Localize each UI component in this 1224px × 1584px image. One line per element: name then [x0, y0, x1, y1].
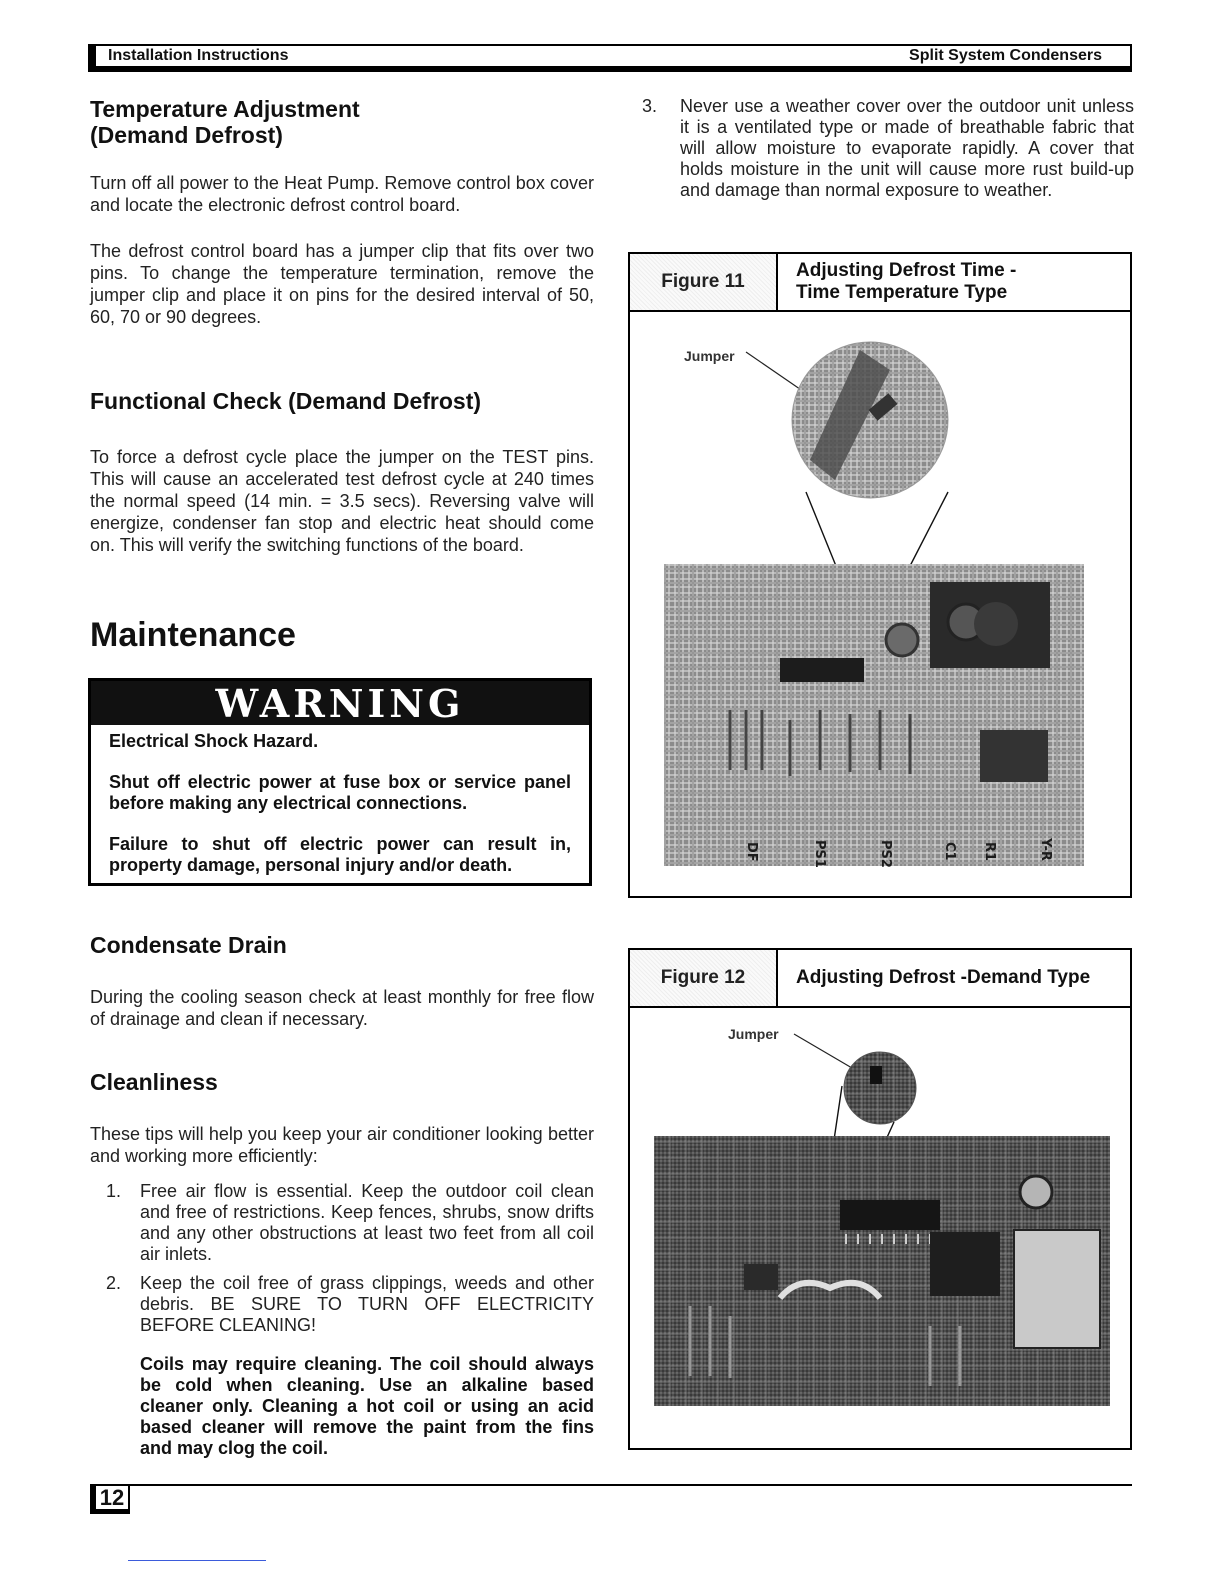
- warning-line-3: Failure to shut off electric power can result in, property damage, personal injury and/or death.: [109, 834, 571, 875]
- figure-11-board-photo: [630, 310, 1130, 896]
- header-right-title: Split System Condensers: [909, 47, 1102, 64]
- figure-11-photo-label-df: DF: [744, 842, 759, 862]
- section-condensate-drain: [90, 932, 594, 1030]
- temp-adjust-title-line2: (Demand Defrost): [90, 122, 283, 148]
- warning-box: [88, 678, 592, 886]
- figure-11-label: Figure 11: [630, 254, 778, 310]
- figure-12-label: Figure 12: [630, 950, 778, 1006]
- figure-11-photo-label-ps1: PS1: [812, 840, 827, 868]
- figure-12-board-photo: [630, 1006, 1130, 1448]
- list-item-number: 3.: [642, 96, 658, 116]
- maintenance-title: Maintenance: [90, 616, 296, 654]
- page-header: [88, 44, 1132, 72]
- section-functional-check: [90, 388, 594, 556]
- list-item: [642, 96, 1134, 201]
- list-item-number: 1.: [106, 1181, 122, 1201]
- section-temperature-adjustment: [90, 96, 594, 328]
- functional-check-paragraph: To force a defrost cycle place the jumper on the TEST pins. This will cause an accelerated test defrost cycle at 240 times the normal speed (14 min. = 3.5 secs). Reversing valve will energize, condenser fan stop and electric heat should come on. This will verify the switching functions of the board.: [90, 447, 594, 555]
- figure-11-photo-label-yr: Y-R: [1038, 838, 1053, 861]
- cleanliness-intro: These tips will help you keep your air conditioner looking better and working more efficiently:: [90, 1124, 594, 1166]
- cleanliness-title: Cleanliness: [90, 1069, 218, 1095]
- functional-check-title: Functional Check (Demand Defrost): [90, 388, 482, 414]
- warning-banner: WARNING: [91, 681, 589, 725]
- figure-11: [628, 252, 1132, 898]
- figure-11-jumper-label: Jumper: [684, 348, 735, 364]
- section-cleanliness: [90, 1069, 594, 1459]
- footer-rule: [96, 1484, 1132, 1486]
- temp-adjust-paragraph-1: Turn off all power to the Heat Pump. Remove control box cover and locate the electronic defrost control board.: [90, 173, 594, 215]
- list-item: [90, 1181, 594, 1265]
- warning-line-2: Shut off electric power at fuse box or service panel before making any electrical connections.: [109, 772, 571, 813]
- condensate-title: Condensate Drain: [90, 932, 287, 958]
- coil-cleaning-note: Coils may require cleaning. The coil should always be cold when cleaning. Use an alkaline based cleaner only. Cleaning a hot coil or using an acid based cleaner will remove the paint from the fins and may clog the coil.: [140, 1354, 594, 1458]
- figure-11-photo-label-ps2: PS2: [878, 840, 893, 868]
- figure-11-title-line2: Time Temperature Type: [796, 282, 1008, 303]
- list-item-text: Free air flow is essential. Keep the outdoor coil clean and free of restrictions. Keep fences, shrubs, snow drifts and any other obstructions at least two feet from all coil air inlets.: [140, 1181, 594, 1264]
- list-item-text: Never use a weather cover over the outdoor unit unless it is a ventilated type or made of breathable fabric that will allow moisture to evaporate rapidly. A cover that holds moisture in the unit will cause more rust build-up and damage than normal exposure to weather.: [680, 96, 1134, 200]
- list-item-text: Keep the coil free of grass clippings, weeds and other debris. BE SURE TO TURN OFF ELECTRICITY BEFORE CLEANING!: [140, 1273, 594, 1335]
- list-item-number: 2.: [106, 1273, 122, 1293]
- figure-11-title-line1: Adjusting Defrost Time -: [796, 260, 1017, 281]
- temp-adjust-paragraph-2: The defrost control board has a jumper clip that fits over two pins. To change the temperature termination, remove the jumper clip and place it on pins for the desired interval of 50, 60, 70 or 90 degrees.: [90, 241, 594, 327]
- figure-11-photo-label-c1: C1: [942, 842, 957, 861]
- figure-12: [628, 948, 1132, 1450]
- temp-adjust-title-line1: Temperature Adjustment: [90, 96, 360, 122]
- warning-line-1: Electrical Shock Hazard.: [109, 731, 319, 751]
- list-item: [90, 1273, 594, 1336]
- condensate-paragraph: During the cooling season check at least monthly for free flow of drainage and clean if necessary.: [90, 987, 594, 1029]
- figure-12-title: Adjusting Defrost -Demand Type: [796, 967, 1091, 988]
- figure-12-jumper-label: Jumper: [728, 1026, 779, 1042]
- page-number: 12: [90, 1484, 130, 1514]
- figure-11-photo-label-r1: R1: [982, 842, 997, 862]
- header-left-title: Installation Instructions: [108, 47, 289, 64]
- blue-underline-mark: [128, 1560, 266, 1561]
